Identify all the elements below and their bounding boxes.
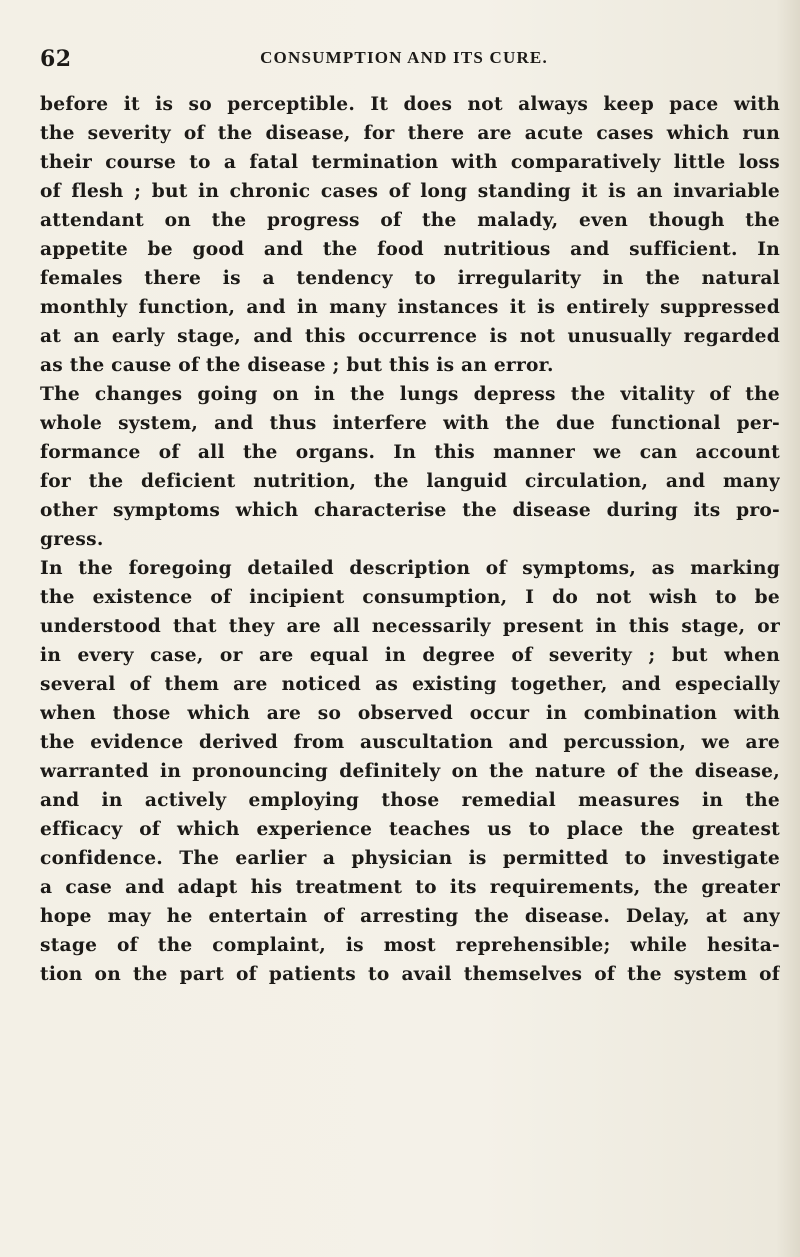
text-line: attendant on the progress of the malady, even though the	[40, 210, 780, 231]
text-line: the severity of the disease, for there are acute cases which run	[40, 123, 780, 144]
text-line: warranted in pronouncing definitely on the nature of the disease,	[40, 761, 780, 782]
text-line: In the foregoing detailed description of symptoms, as marking	[40, 558, 780, 579]
text-line: females there is a tendency to irregularity in the natural	[40, 268, 780, 289]
text-line: appetite be good and the food nutritious and sufficient. In	[40, 239, 780, 260]
text-line: before it is so perceptible. It does not always keep pace with	[40, 94, 780, 115]
text-line: stage of the complaint, is most reprehensible; while hesita-	[40, 935, 780, 956]
text-line: for the deficient nutrition, the languid circulation, and many	[40, 471, 780, 492]
text-line: The changes going on in the lungs depress the vitality of the	[40, 384, 780, 405]
text-line: gress.	[40, 529, 104, 550]
text-line: the evidence derived from auscultation and percussion, we are	[40, 732, 780, 753]
page-header	[40, 46, 768, 76]
text-line: and in actively employing those remedial measures in the	[40, 790, 780, 811]
text-line: a case and adapt his treatment to its requirements, the greater	[40, 877, 780, 898]
text-line: whole system, and thus interfere with the due functional per-	[40, 413, 780, 434]
text-line: the existence of incipient consumption, I do not wish to be	[40, 587, 780, 608]
text-line: confidence. The earlier a physician is permitted to investigate	[40, 848, 780, 869]
text-line: their course to a fatal termination with comparatively little loss	[40, 152, 780, 173]
text-line: hope may he entertain of arresting the disease. Delay, at any	[40, 906, 780, 927]
text-line: several of them are noticed as existing together, and especially	[40, 674, 780, 695]
text-line: understood that they are all necessarily present in this stage, or	[40, 616, 780, 637]
text-line: other symptoms which characterise the disease during its pro-	[40, 500, 780, 521]
text-line: monthly function, and in many instances it is entirely suppressed	[40, 297, 780, 318]
text-line: at an early stage, and this occurrence is not unusually regarded	[40, 326, 780, 347]
text-line: when those which are so observed occur in combination with	[40, 703, 780, 724]
body-text	[40, 90, 780, 989]
text-line: efficacy of which experience teaches us to place the greatest	[40, 819, 780, 840]
text-line: in every case, or are equal in degree of severity ; but when	[40, 645, 780, 666]
text-line: formance of all the organs. In this manner we can account	[40, 442, 780, 463]
text-line: of flesh ; but in chronic cases of long standing it is an invariable	[40, 181, 780, 202]
running-title: CONSUMPTION AND ITS CURE.	[260, 48, 548, 67]
text-line: tion on the part of patients to avail themselves of the system of	[40, 964, 780, 985]
text-line: as the cause of the disease ; but this is an error.	[40, 355, 554, 376]
page-number: 62	[40, 46, 72, 72]
